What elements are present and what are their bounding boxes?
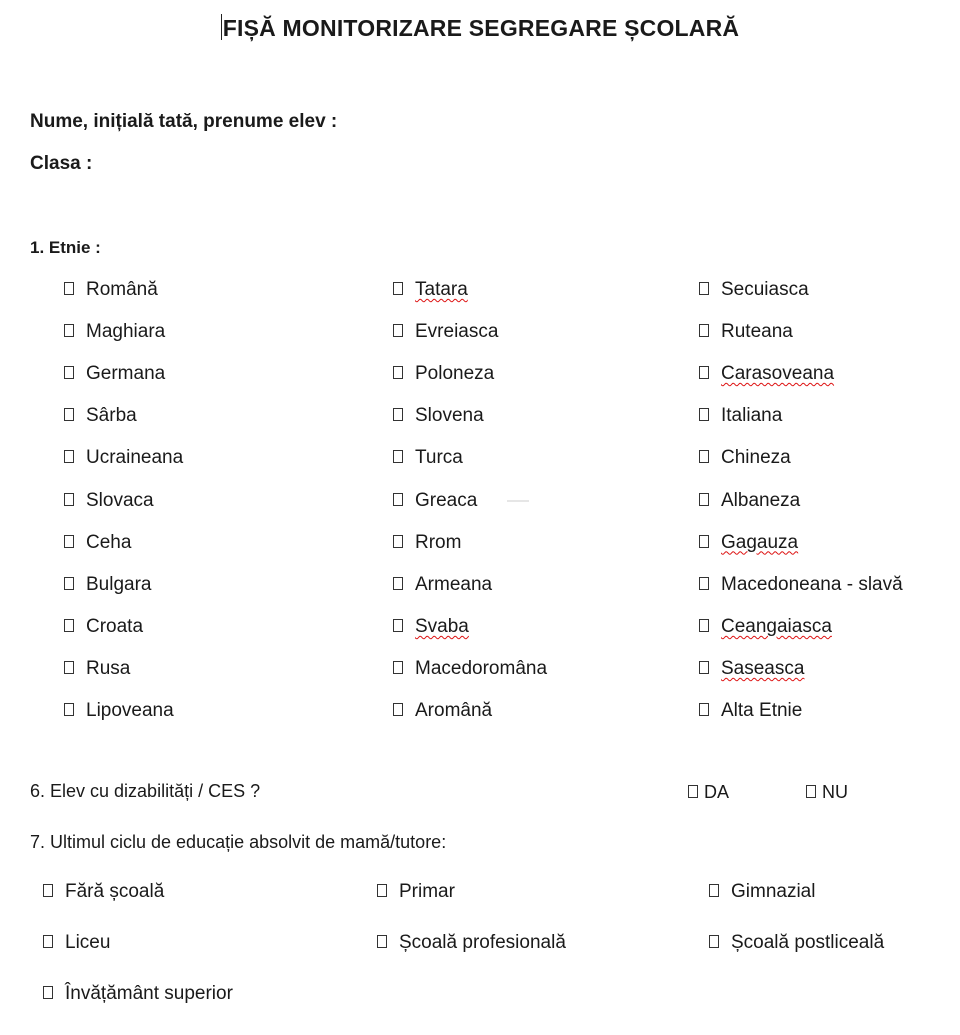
checkbox[interactable] [393, 450, 403, 463]
option-croata[interactable] [64, 616, 143, 638]
option-tatara[interactable] [393, 279, 468, 301]
option-greaca[interactable] [393, 490, 477, 512]
option-label: Germana [86, 363, 166, 385]
disability-yes-option[interactable] [688, 781, 729, 803]
option-label: Fără școală [65, 881, 165, 902]
checkbox[interactable] [64, 324, 74, 337]
checkbox[interactable] [699, 493, 709, 506]
option-albaneza[interactable] [699, 490, 800, 512]
student-name-label: Nume, inițială tată, prenume elev : [30, 111, 338, 132]
checkbox[interactable] [64, 366, 74, 379]
option-label: Saseasca [721, 657, 805, 679]
checkbox[interactable] [699, 703, 709, 716]
option-secuiasca[interactable] [699, 279, 809, 301]
option-rusa[interactable] [64, 658, 130, 680]
title-text: FIȘĂ MONITORIZARE SEGREGARE ȘCOLARĂ [222, 15, 740, 41]
option-carasoveana[interactable] [699, 363, 834, 385]
option-română[interactable] [64, 279, 158, 301]
option-germana[interactable] [64, 363, 165, 385]
checkbox[interactable] [699, 324, 709, 337]
checkbox[interactable] [393, 493, 403, 506]
option-italiana[interactable] [699, 405, 782, 427]
checkbox[interactable] [64, 282, 74, 295]
checkbox[interactable] [377, 935, 387, 948]
checkbox[interactable] [64, 408, 74, 421]
option-școală-profesională[interactable] [377, 932, 566, 954]
checkbox[interactable] [43, 986, 53, 999]
option-label: Primar [399, 881, 455, 902]
checkbox[interactable] [699, 535, 709, 548]
option-label: Armeana [415, 573, 493, 595]
checkbox[interactable] [699, 577, 709, 590]
option-saseasca[interactable] [699, 658, 804, 680]
option-label: Secuiasca [721, 279, 809, 300]
option-label: Greaca [415, 489, 478, 511]
option-ceangaiasca[interactable] [699, 616, 832, 638]
option-label: Tatara [415, 279, 468, 300]
option-label: Slovaca [86, 489, 154, 511]
text-cursor [221, 14, 222, 40]
option-rrom[interactable] [393, 532, 461, 554]
checkbox[interactable] [393, 535, 403, 548]
checkbox[interactable] [699, 661, 709, 674]
option-label: NU [822, 782, 848, 802]
option-label: Învățământ superior [65, 983, 233, 1004]
option-evreiasca[interactable] [393, 321, 498, 343]
option-label: Slovena [415, 405, 484, 427]
option-învățământ-superior[interactable] [43, 983, 233, 1005]
checkbox[interactable] [64, 619, 74, 632]
checkbox[interactable] [393, 703, 403, 716]
checkbox[interactable] [699, 450, 709, 463]
disability-no-option[interactable] [806, 781, 848, 803]
option-sârba[interactable] [64, 405, 137, 427]
option-label: Gimnazial [731, 881, 816, 902]
option-label: Rrom [415, 531, 462, 553]
option-label: Bulgara [86, 573, 152, 595]
checkbox[interactable] [64, 661, 74, 674]
option-poloneza[interactable] [393, 363, 494, 385]
checkbox[interactable] [43, 884, 53, 897]
option-label: Italiana [721, 405, 783, 427]
option-label: Ceangaiasca [721, 615, 832, 637]
option-label: Macedoneana - slavă [721, 573, 903, 595]
option-macedoneana-slavă[interactable] [699, 574, 903, 596]
checkbox[interactable] [709, 884, 719, 897]
checkbox[interactable] [393, 619, 403, 632]
option-gimnazial[interactable] [709, 881, 815, 903]
checkbox[interactable] [393, 282, 403, 295]
disability-question: 6. Elev cu dizabilități / CES ? [30, 781, 261, 801]
option-maghiara[interactable] [64, 321, 165, 343]
option-fără-școală[interactable] [43, 881, 164, 903]
option-label: Macedoromâna [415, 657, 548, 679]
option-label: Svaba [415, 615, 469, 637]
option-ceha[interactable] [64, 532, 131, 554]
option-label: Ruteana [721, 321, 793, 343]
option-label: Lipoveana [86, 700, 174, 721]
option-label: Carasoveana [721, 363, 835, 385]
option-label: Gagauza [721, 531, 799, 553]
checkbox[interactable] [64, 703, 74, 716]
checkbox[interactable] [64, 493, 74, 506]
option-label: Ceha [86, 531, 132, 553]
checkbox[interactable] [806, 785, 816, 798]
option-armeana[interactable] [393, 574, 492, 596]
option-chineza[interactable] [699, 447, 791, 469]
checkbox[interactable] [393, 324, 403, 337]
option-label: Alta Etnie [721, 700, 803, 721]
checkbox[interactable] [699, 408, 709, 421]
option-alta-etnie[interactable] [699, 700, 802, 722]
checkbox[interactable] [64, 577, 74, 590]
option-turca[interactable] [393, 447, 463, 469]
class-label: Clasa : [30, 153, 93, 174]
checkbox[interactable] [709, 935, 719, 948]
checkbox[interactable] [393, 366, 403, 379]
option-label: Albaneza [721, 489, 801, 511]
checkbox[interactable] [64, 450, 74, 463]
option-label: Școală postliceală [731, 932, 885, 953]
option-bulgara[interactable] [64, 574, 152, 596]
faint-mark [507, 500, 529, 502]
option-label: Evreiasca [415, 321, 499, 343]
option-label: DA [704, 782, 730, 802]
option-aromână[interactable] [393, 700, 492, 722]
checkbox[interactable] [393, 661, 403, 674]
option-label: Poloneza [415, 363, 495, 385]
checkbox[interactable] [699, 282, 709, 295]
option-label: Rusa [86, 657, 131, 679]
option-label: Croata [86, 615, 144, 637]
option-slovena[interactable] [393, 405, 484, 427]
option-lipoveana[interactable] [64, 700, 174, 722]
checkbox[interactable] [699, 366, 709, 379]
option-macedoromâna[interactable] [393, 658, 547, 680]
education-question: 7. Ultimul ciclu de educație absolvit de mamă/tutore: [30, 832, 447, 852]
document-title [0, 14, 960, 42]
option-svaba[interactable] [393, 616, 469, 638]
option-școală-postliceală[interactable] [709, 932, 884, 954]
checkbox[interactable] [43, 935, 53, 948]
option-label: Turca [415, 447, 463, 469]
option-gagauza[interactable] [699, 532, 798, 554]
option-slovaca[interactable] [64, 490, 154, 512]
checkbox[interactable] [393, 408, 403, 421]
option-label: Chineza [721, 447, 791, 469]
option-ucraineana[interactable] [64, 447, 183, 469]
option-label: Ucraineana [86, 447, 184, 469]
option-label: Sârba [86, 405, 137, 427]
checkbox[interactable] [393, 577, 403, 590]
option-primar[interactable] [377, 881, 455, 903]
option-label: Aromână [415, 700, 493, 721]
option-label: Școală profesională [399, 932, 566, 953]
checkbox[interactable] [64, 535, 74, 548]
option-liceu[interactable] [43, 932, 110, 954]
checkbox[interactable] [688, 785, 698, 798]
checkbox[interactable] [377, 884, 387, 897]
checkbox[interactable] [699, 619, 709, 632]
option-ruteana[interactable] [699, 321, 793, 343]
option-label: Maghiara [86, 321, 166, 343]
option-label: Liceu [65, 932, 111, 953]
ethnicity-heading: 1. Etnie : [30, 238, 101, 257]
option-label: Română [86, 279, 158, 300]
